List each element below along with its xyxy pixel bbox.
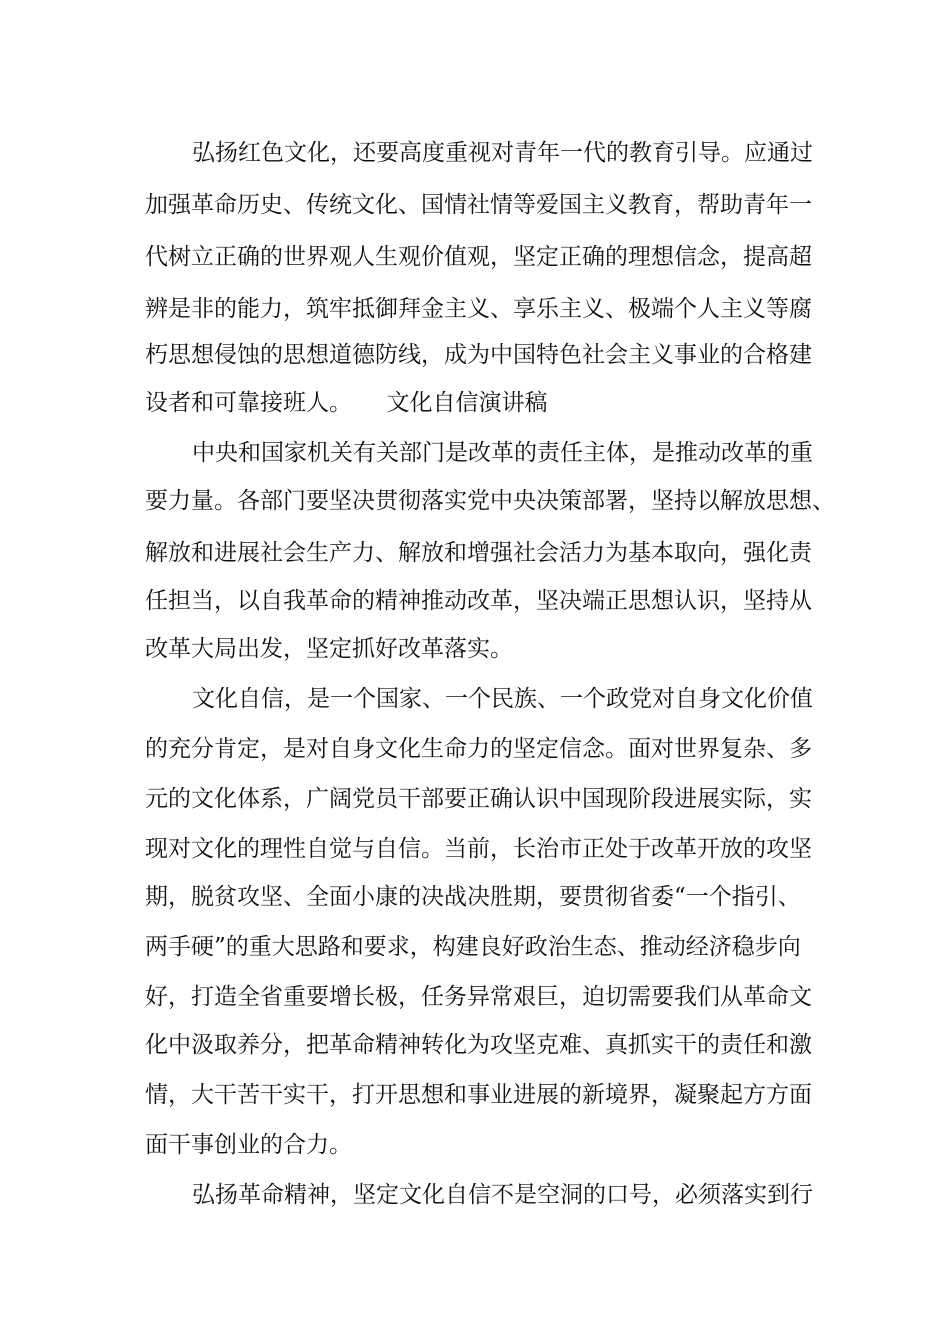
text-line: 两手硬”的重大思路和要求，构建良好政治生态、推动经济稳步向 — [145, 934, 801, 960]
text-line: 现对文化的理性自觉与自信。当前，长治市正处于改革开放的攻坚 — [145, 836, 812, 862]
text-line: 加强革命历史、传统文化、国情社情等爱国主义教育，帮助青年一 — [145, 192, 812, 218]
text-line: 元的文化体系，广阔党员干部要正确认识中国现阶段进展实际，实 — [145, 786, 812, 812]
text-line: 朽思想侵蚀的思想道德防线，成为中国特色社会主义事业的合格建 — [145, 342, 812, 368]
text-line: 改革大局出发，坚定抓好改革落实。 — [145, 636, 513, 662]
text-line: 化中汲取养分，把革命精神转化为攻坚克难、真抓实干的责任和激 — [145, 1032, 812, 1058]
text-line: 中央和国家机关有关部门是改革的责任主体，是推动改革的重 — [192, 440, 813, 466]
text-line: 要力量。各部门要坚决贯彻落实党中央决策部署，坚持以解放思想、 — [145, 488, 835, 514]
text-line: 设者和可靠接班人。 文化自信演讲稿 — [145, 390, 548, 416]
text-line: 期，脱贫攻坚、全面小康的决战决胜期，要贯彻省委“一个指引、 — [145, 884, 801, 910]
text-line: 弘扬革命精神，坚定文化自信不是空洞的口号，必须落实到行 — [192, 1182, 813, 1208]
text-line: 文化自信，是一个国家、一个民族、一个政党对自身文化价值 — [192, 686, 813, 712]
text-line: 任担当，以自我革命的精神推动改革，坚决端正思想认识，坚持从 — [145, 588, 812, 614]
text-line: 解放和进展社会生产力、解放和增强社会活力为基本取向，强化责 — [145, 540, 812, 566]
text-line: 情，大干苦干实干，打开思想和事业进展的新境界，凝聚起方方面 — [145, 1082, 812, 1108]
text-line: 的充分肯定，是对自身文化生命力的坚定信念。面对世界复杂、多 — [145, 736, 812, 762]
text-line: 弘扬红色文化，还要高度重视对青年一代的教育引导。应通过 — [192, 140, 813, 166]
text-line: 面干事创业的合力。 — [145, 1132, 352, 1158]
text-line: 好，打造全省重要增长极，任务异常艰巨，迫切需要我们从革命文 — [145, 984, 812, 1010]
text-line: 辨是非的能力，筑牢抵御拜金主义、享乐主义、极端个人主义等腐 — [145, 296, 812, 322]
text-line: 代树立正确的世界观人生观价值观，坚定正确的理想信念，提高超 — [145, 244, 812, 270]
